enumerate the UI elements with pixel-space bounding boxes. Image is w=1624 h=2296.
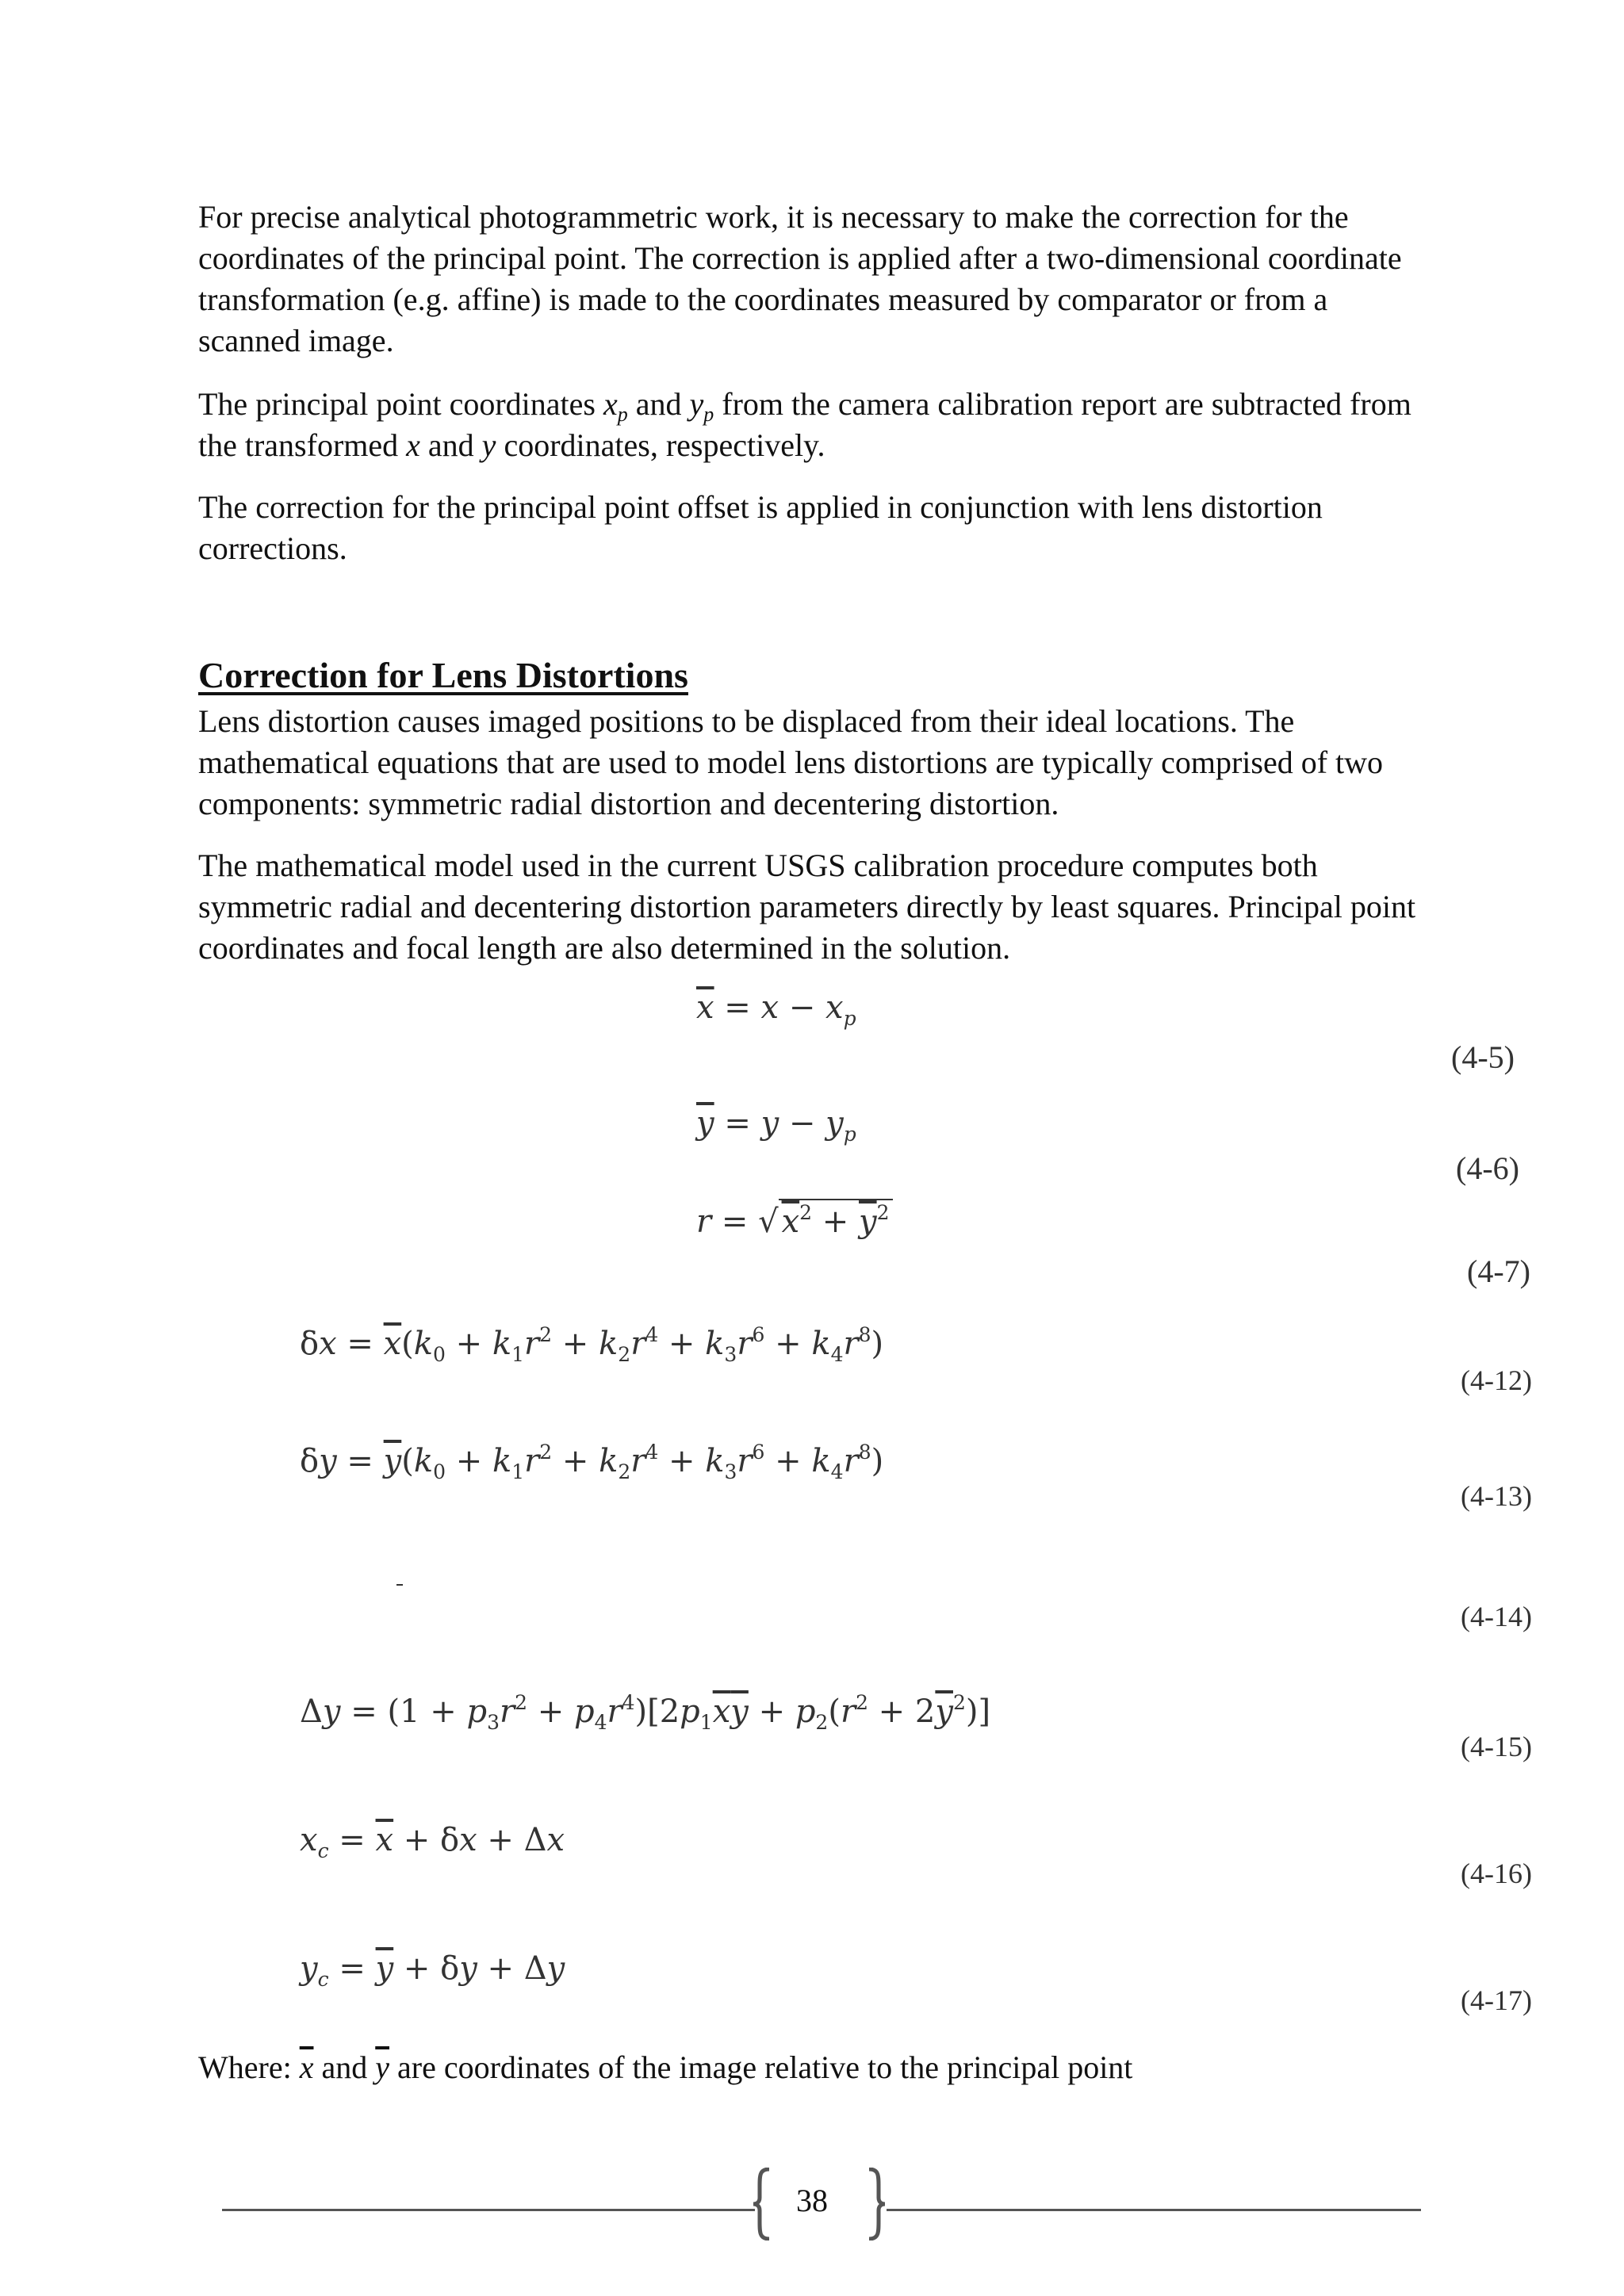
p2-text-c: from the camera calibration report are subtracted from the transformed	[198, 386, 1411, 463]
equation-number: (4-15)	[1461, 1731, 1532, 1762]
equation-number: (4-14)	[1461, 1601, 1532, 1632]
where-line	[198, 2047, 1435, 2088]
where-label: Where:	[198, 2049, 300, 2085]
equation-4-13: $\delta y = \overline{y}(k_0 + k_1r^2 + k_2r^4 + k_3r^6 + k_4r^8)$	[300, 1441, 884, 1483]
intro-paragraph-3: The correction for the principal point offset is applied in conjunction with lens distortion corrections.	[198, 489, 1323, 566]
equation-number: (4-5)	[1451, 1039, 1515, 1075]
ybar-variable: $\overline{y}$	[375, 2049, 389, 2085]
section-paragraph-2: The mathematical model used in the current USGS calibration procedure computes both symmetric radial and decentering distortion parameters directly by least squares. Principal point coordinates and focal length are also determined in the solution.	[198, 848, 1416, 966]
p2-text-e: coordinates, respectively.	[496, 427, 825, 463]
equation-number: (4-13)	[1461, 1480, 1532, 1512]
yp-variable: $y_p$	[689, 386, 714, 426]
equation-number: (4-7)	[1467, 1253, 1530, 1289]
where-and: and	[313, 2049, 376, 2085]
intro-paragraph-2	[198, 384, 1435, 466]
p2-text-d: and	[419, 427, 482, 463]
equation-4-14-placeholder-dash	[396, 1584, 403, 1586]
equation-4-12: $\delta x = \overline{x}(k_0 + k_1r^2 + k_2r^4 + k_3r^6 + k_4r^8)$	[300, 1323, 884, 1366]
equation-4-17: $y_c = \overline{y} + \delta y + \Delta y$	[300, 1950, 565, 1991]
footer-rule-right	[887, 2209, 1421, 2211]
equation-4-15: $\Delta y = (1 + p_3r^2 + p_4r^4)[2p_1\overline{x}\overline{y} + p_2(r^2 + 2\overline{y}^2)]$	[300, 1691, 991, 1734]
page-number: 38	[796, 2183, 828, 2218]
footer-right-brace	[868, 2168, 885, 2241]
equation-4-7: r = √ $x^2 + \overline{y}^2$	[696, 1199, 893, 1242]
xbar-variable: $\overline{x}$	[299, 2049, 314, 2085]
section-heading: Correction for Lens Distortions	[198, 655, 688, 695]
footer-rule-left	[222, 2209, 755, 2211]
x-variable: x	[406, 427, 420, 463]
equation-number: (4-16)	[1461, 1858, 1532, 1889]
section-paragraph-1: Lens distortion causes imaged positions to be displaced from their ideal locations. The mathematical equations that are used to model lens distortions are typically comprised of two components: symmetric radial distortion and decentering distortion.	[198, 703, 1384, 821]
where-rest: are coordinates of the image relative to the principal point	[389, 2049, 1133, 2085]
intro-paragraph-1: For precise analytical photogrammetric work, it is necessary to make the correction for the coordinates of the principal point. The correction is applied after a two-dimensional coordinate transformation (e.g. affine) is made to the coordinates measured by comparator or from a scanned image.	[198, 199, 1402, 358]
y-variable: y	[481, 427, 496, 463]
p2-text-b: and	[627, 386, 690, 422]
equation-number: (4-17)	[1461, 1984, 1532, 2016]
equation-number: (4-6)	[1456, 1150, 1519, 1186]
equation-4-6: $\overline{y} = y - y_p$	[696, 1105, 856, 1146]
p2-text-a: The principal point coordinates	[198, 386, 603, 422]
xp-variable: $x_p$	[603, 386, 628, 426]
equation-4-5: $\overline{x} = x - x_p$	[696, 989, 856, 1030]
equation-4-16: $x_c = \overline{x} + \delta x + \Delta x$	[300, 1822, 565, 1862]
equation-number: (4-12)	[1461, 1364, 1532, 1396]
footer-left-brace	[753, 2168, 771, 2241]
